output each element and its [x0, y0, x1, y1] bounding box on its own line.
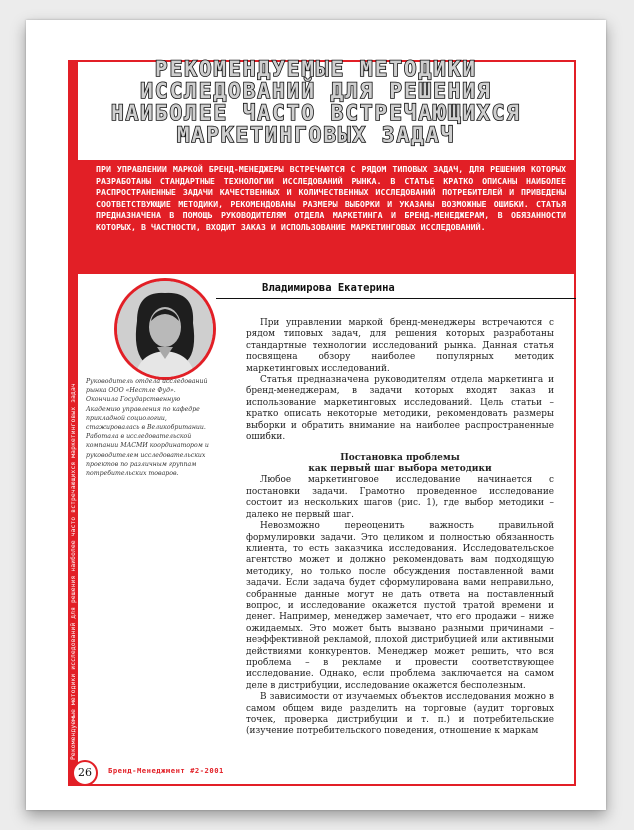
author-rule [216, 298, 576, 299]
body-paragraph: Любое маркетинговое исследование начинается с постановки задачи. Грамотно проведенное исследование состоит из нескольких шагов (рис. 1), где выбор методики – далеко не первый шаг. [246, 475, 554, 520]
caption-line: Руководитель отдела исследований рынка ООО «Нестле Фуд». [86, 378, 208, 395]
body-paragraph: Статья предназначена руководителям отдела маркетинга и бренд-менеджерам, в задачи которых входят заказ и использование маркетинговых исследований. Цель статьи – кратко описать некоторые методики, рекомендовать размеры выборки и обратить внимание на наиболее распространенные ошибки. [246, 375, 554, 443]
section-heading-line1: Постановка проблемы [340, 453, 460, 464]
author-photo [114, 278, 216, 380]
section-heading [246, 453, 554, 475]
author-name: Владимирова Екатерина [256, 282, 468, 294]
magazine-page [26, 20, 606, 810]
article-title: РЕКОМЕНДУЕМЫЕ МЕТОДИКИ ИССЛЕДОВАНИЙ ДЛЯ РЕШЕНИЯ НАИБОЛЕЕ ЧАСТО ВСТРЕЧАЮЩИХСЯ МАРКЕТИНГОВЫХ ЗАДАЧ [110, 57, 521, 147]
magazine-footer: Бренд-Менеджмент #2-2001 [108, 766, 224, 775]
caption-line: Окончила Государственную Академию управления по кафедре прикладной социологии, стажировалась в Великобритании. [86, 396, 206, 432]
lead-text: ПРИ УПРАВЛЕНИИ МАРКОЙ БРЕНД-МЕНЕДЖЕРЫ ВСТРЕЧАЮТСЯ С РЯДОМ ТИПОВЫХ ЗАДАЧ, ДЛЯ РЕШЕНИЯ КОТОРЫХ РАЗРАБОТАНЫ СТАНДАРТНЫЕ ТЕХНОЛОГИИ ИССЛЕДОВАНИЙ РЫНКА. В СТАТЬЕ КРАТКО ОПИСАНЫ НАИБОЛЕЕ РАСПРОСТРАНЕННЫЕ ЗАДАЧИ КАЧЕСТВЕННЫХ И КОЛИЧЕСТВЕННЫХ ИССЛЕДОВАНИЙ ПОТРЕБИТЕЛЕЙ И ПРИВЕДЕНЫ СООТВЕТСТВУЮЩИЕ МЕТОДИКИ, РЕКОМЕНДОВАНЫ РАЗМЕРЫ ВЫБОРКИ И УКАЗАНЫ ВОЗМОЖНЫЕ ОШИБКИ. СТАТЬЯ ПРЕДНАЗНАЧЕНА В ПОМОЩЬ РУКОВОДИТЕЛЯМ ОТДЕЛА МАРКЕТИНГА И БРЕНД-МЕНЕДЖЕРАМ, В ОБЯЗАННОСТИ КОТОРЫХ, В ЧАСТНОСТИ, ВХОДИТ ЗАКАЗ И ИСПОЛЬЗОВАНИЕ МАРКЕТИНГОВЫХ ИССЛЕДОВАНИЙ. [96, 164, 566, 232]
author-caption [86, 377, 216, 478]
side-vertical-text: Рекомендуемые методики исследований для решения наиболее часто встречающихся маркетинговых задач [70, 383, 77, 760]
section-heading-line2: как первый шаг выбора методики [308, 464, 492, 475]
lead-box [78, 160, 576, 274]
body-paragraph: Невозможно переоценить важность правильной формулировки задачи. Это целиком и полностью обязанность клиента, то есть заказчика исследования. Исследовательское агентство может и должно рекомендовать вам подходящую методику, но только после обсуждения поставленной вами задачи. Если задача будет сформулирована вами неправильно, собранные данные могут не дать ответа на поставленный вопрос, и исследование окажется пустой тратой времени и денег. Например, менеджер замечает, что его продажи – ниже ожидаемых. Это может быть вызвано разными причинами – неэффективной рекламой, плохой дистрибуцией или активными действиями конкурентов. Менеджер может решить, что вся проблема – в рекламе и провести соответствующее исследование. Однако, если проблема заключается на самом деле в дистрибуции, исследование окажется бесполезным. [246, 521, 554, 691]
body-paragraph: В зависимости от изучаемых объектов исследования можно в самом общем виде разделить на торговые (аудит торговых точек, проверка дистрибуции и т. п.) и потребительские (изучение потребительского поведения, отношение к маркам [246, 692, 554, 737]
caption-line: Работала в исследовательской компании МАСМИ координатором и руководителем исследовательских проектов по различным группам потребительских товаров. [86, 433, 209, 478]
article-body [246, 318, 554, 738]
page-number: 26 [72, 760, 98, 786]
body-paragraph: При управлении маркой бренд-менеджеры встречаются с рядом типовых задач, для решения которых разработаны стандартные технологии исследований рынка. Данная статья посвящена обзору наиболее популярных методик маркетинговых исследований. [246, 318, 554, 374]
